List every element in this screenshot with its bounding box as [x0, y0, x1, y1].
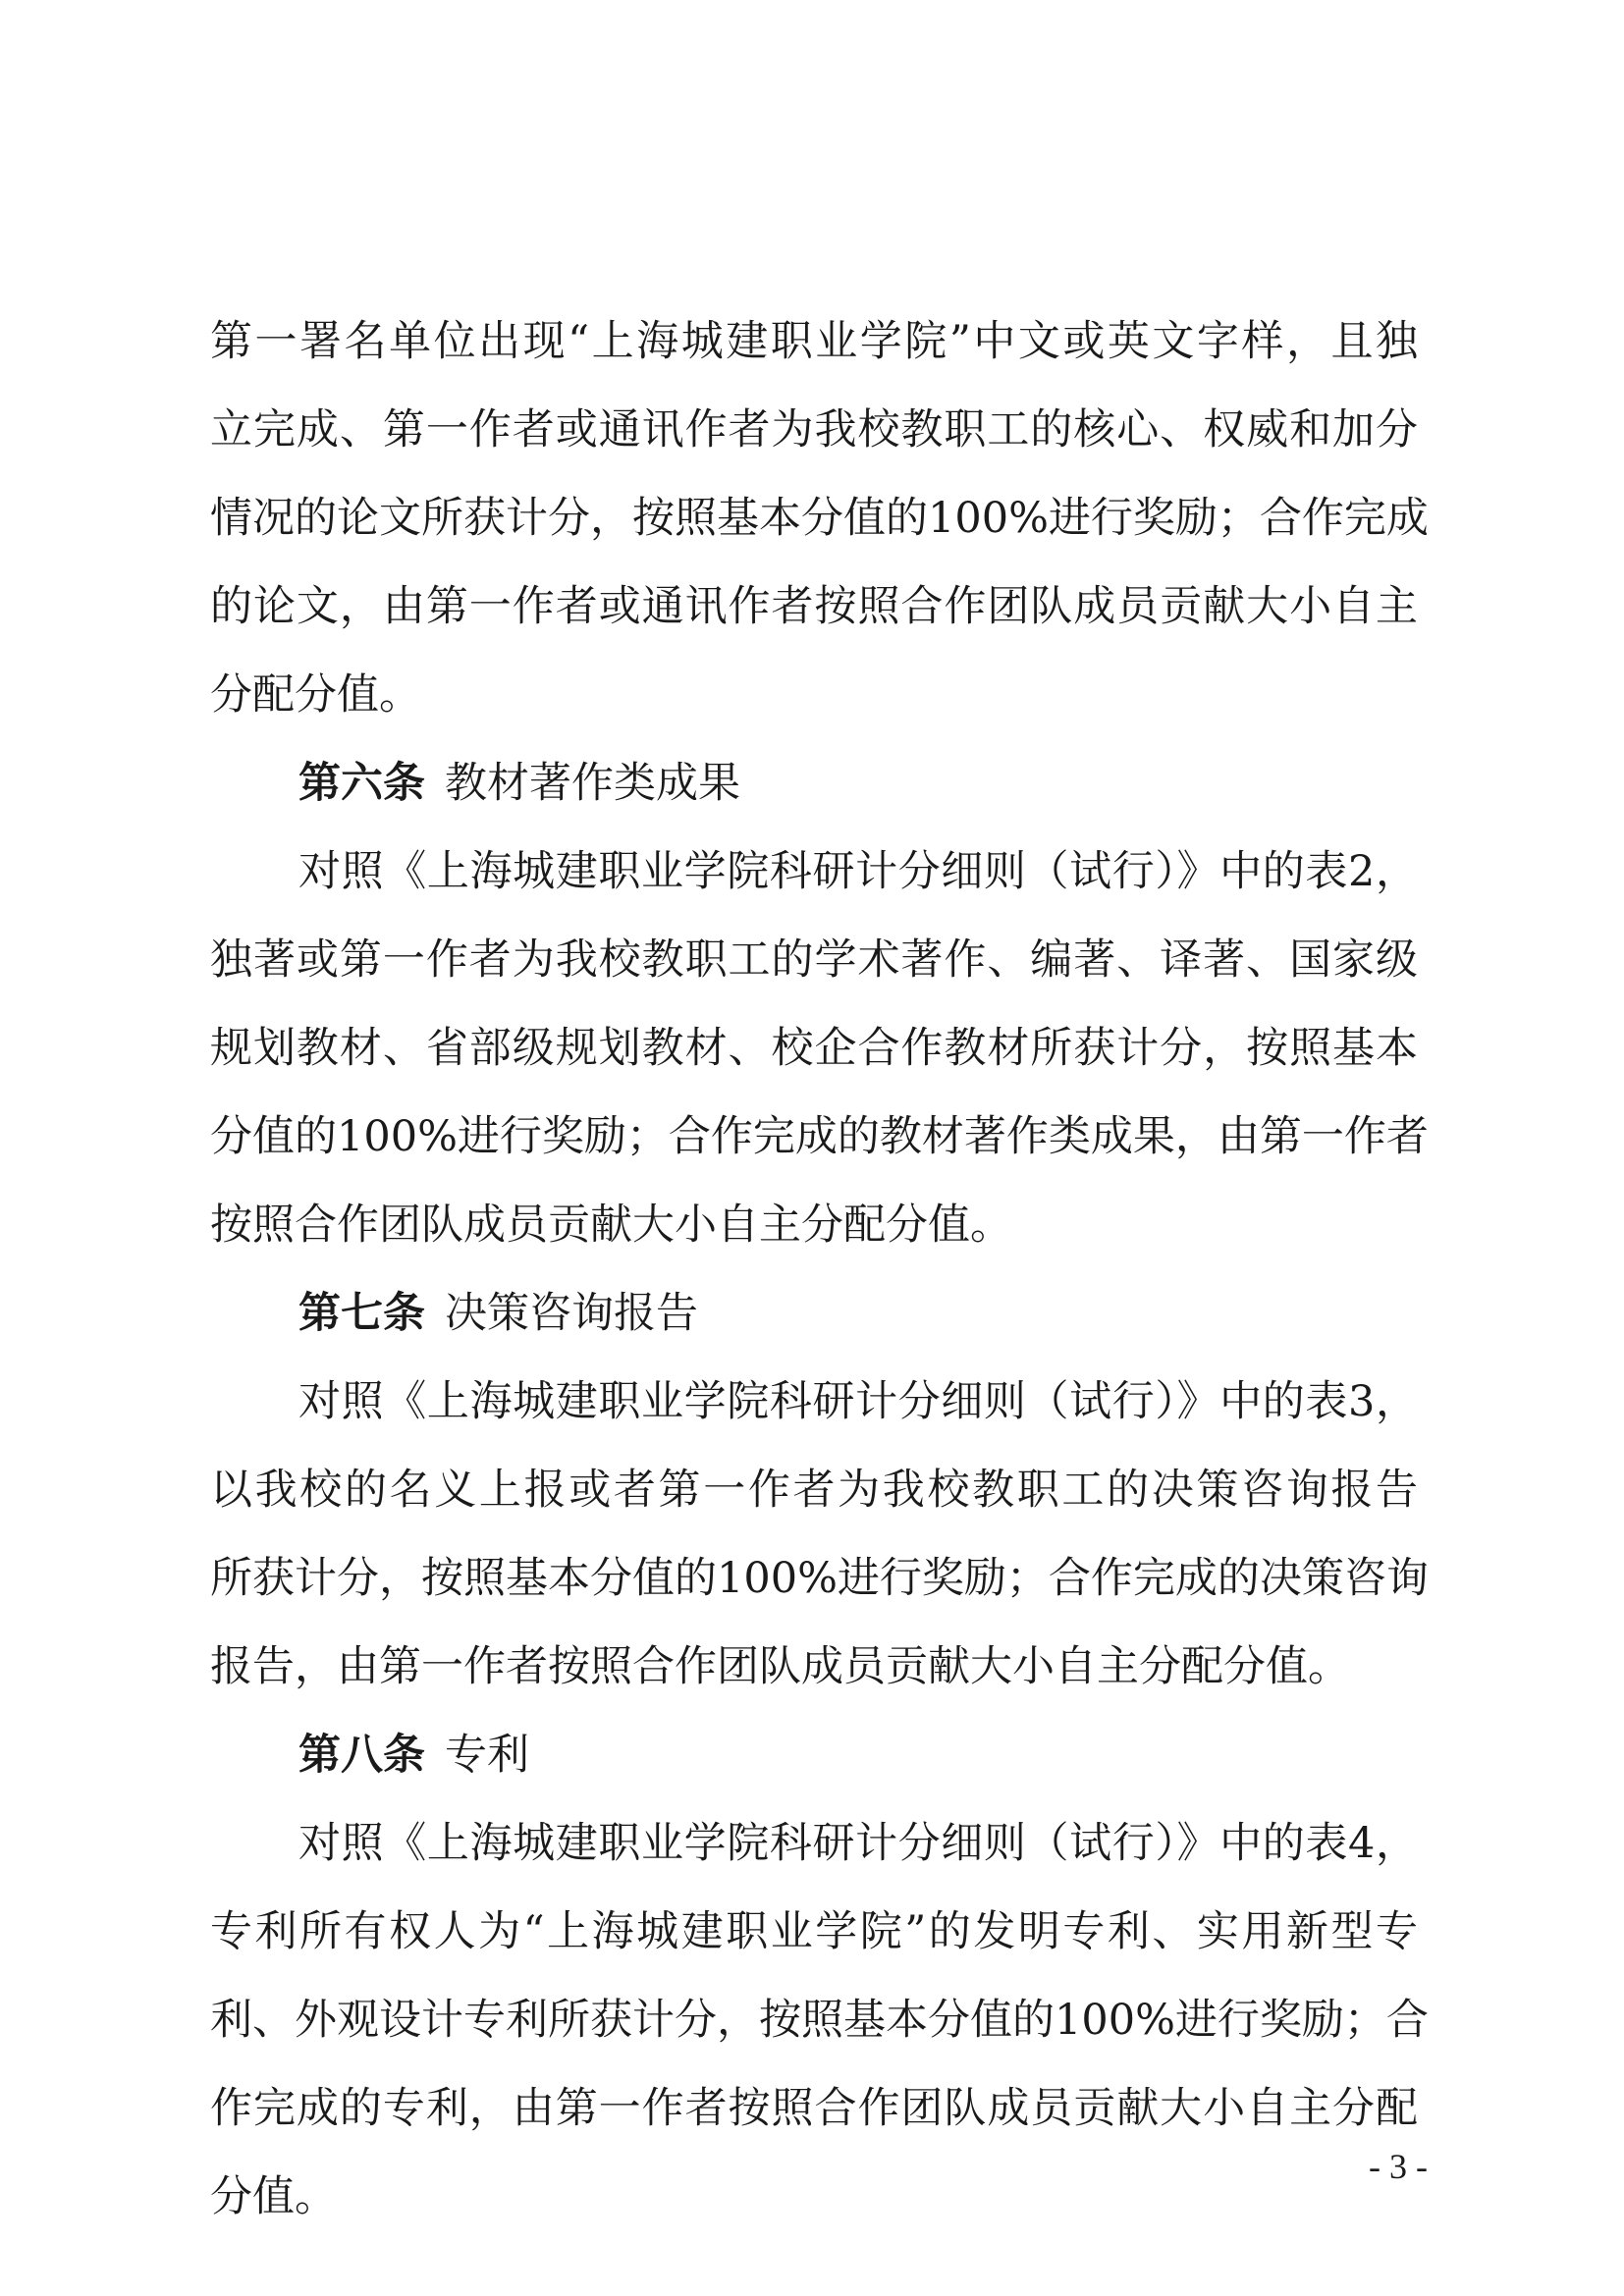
body-line: 规划教材、省部级规划教材、校企合作教材所获计分，按照基本 — [210, 1024, 1418, 1073]
body-line: 第一署名单位出现“上海城建职业学院”中文或英文字样，且独 — [210, 317, 1418, 366]
body-line: 的论文，由第一作者或通讯作者按照合作团队成员贡献大小自主 — [210, 582, 1418, 631]
article-number: 第七条 — [298, 1289, 425, 1338]
body-line: 以我校的名义上报或者第一作者为我校教职工的决策咨询报告 — [210, 1466, 1418, 1515]
body-line: 立完成、第一作者或通讯作者为我校教职工的核心、权威和加分 — [210, 405, 1418, 454]
article-title: 决策咨询报告 — [445, 1289, 698, 1338]
body-line: 分配分值。 — [210, 670, 421, 720]
body-line: 对照《上海城建职业学院科研计分细则（试行）》中的表4， — [298, 1819, 1418, 1868]
article-title: 专利 — [445, 1731, 529, 1780]
body-line: 对照《上海城建职业学院科研计分细则（试行）》中的表2， — [298, 847, 1418, 896]
article-number: 第八条 — [298, 1731, 425, 1780]
body-line: 所获计分，按照基本分值的100%进行奖励；合作完成的决策咨询 — [210, 1554, 1429, 1603]
body-line: 独著或第一作者为我校教职工的学术著作、编著、译著、国家级 — [210, 935, 1418, 985]
article-heading — [298, 1730, 1418, 1781]
article-number: 第六条 — [298, 759, 425, 808]
article-heading — [298, 1288, 1418, 1339]
body-line: 情况的论文所获计分，按照基本分值的100%进行奖励；合作完成 — [210, 494, 1429, 543]
page-number: - 3 - — [1369, 2147, 1428, 2186]
article-heading — [298, 758, 1418, 809]
body-line: 作完成的专利，由第一作者按照合作团队成员贡献大小自主分配 — [210, 2084, 1418, 2133]
article-title: 教材著作类成果 — [445, 759, 740, 808]
body-line: 按照合作团队成员贡献大小自主分配分值。 — [210, 1201, 1012, 1250]
body-line: 分值的100%进行奖励；合作完成的教材著作类成果，由第一作者 — [210, 1112, 1429, 1161]
body-line: 专利所有权人为“上海城建职业学院”的发明专利、实用新型专 — [210, 1907, 1418, 1956]
body-line: 报告，由第一作者按照合作团队成员贡献大小自主分配分值。 — [210, 1642, 1350, 1691]
body-line: 分值。 — [210, 2172, 337, 2221]
body-line: 利、外观设计专利所获计分，按照基本分值的100%进行奖励；合 — [210, 1996, 1429, 2045]
body-line: 对照《上海城建职业学院科研计分细则（试行）》中的表3， — [298, 1377, 1418, 1426]
